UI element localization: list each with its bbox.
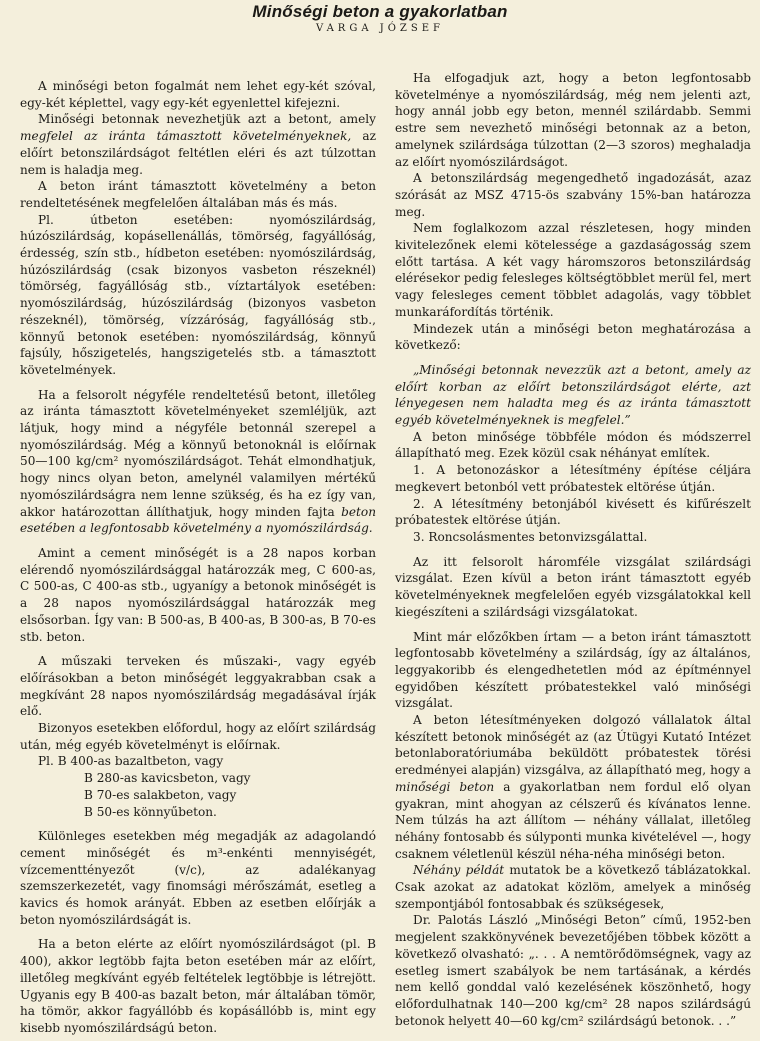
paragraph: Ha elfogadjuk azt, hogy a beton legfontosabb követelménye a nyomószilárdság, még nem jelenti azt, hogy annál jobb egy beton, mennél szilárdabb. Semmi estre sem nevezhető minőségi betonnak az a beton, amelynek szilárdsága túlzottan (2—3 szoros) meghaladja az előírt nyomószilárdságot. [395, 71, 751, 169]
paragraph [20, 387, 376, 537]
paragraph: Különleges esetekben még megadják az adagolandó cement minőségét és m³-enkénti mennyiségét, vízcementtényezőt (v/c), az adalékanyag szemszerkezetét, vagy finomsági mérőszámát, esetleg a kavics és homok arányát. Ebben az esetben előírják a beton nyomószilárdságát is. [20, 829, 376, 927]
emphasis-text: Néhány példát [413, 863, 505, 878]
paragraph: A beton iránt támasztott követelmény a beton rendeltetésének megfelelően általában más és más. [20, 179, 376, 210]
numbered-item: 1. A betonozáskor a létesítmény építése céljára megkevert betonból vett próbatestek eltörése útján. [395, 463, 751, 494]
list-intro: Pl. B 400-as bazaltbeton, vagy [38, 754, 224, 769]
paragraph-text: a gyakorlatban nem fordul elő olyan gyakran, mint ahogyan az célszerű és kívánatos lenne. Nem túlzás ha azt állítom — néhány vállalat, illetőleg néhány fontosabb és súlyponti munka kivételével —, hogy csaknem véletlenül készül néha-néha minőségi beton. [395, 779, 751, 861]
left-column [20, 70, 376, 1037]
definition-quote: „Minőségi betonnak nevezzük azt a betont, amely az előírt korban az előírt betonszilárdságot elérte, azt lényegesen nem haladta meg és az iránta támasztott egyéb követelményeknek is megfelel.” [395, 362, 751, 428]
paragraph-text: A beton létesítményeken dolgozó vállalatok által készített betonok minőségét az (az Útügyi Kutató Intézet betonlaboratóriumába beküldött próbatestek törési eredményei alapján) vizsgálva, az állapítható meg, hogy a [395, 713, 751, 778]
paragraph: Nem foglalkozom azzal részletesen, hogy minden kivitelezőnek elemi kötelessége a gazdaságosság szem előtt tartása. A két vagy háromszoros betonszilárdság elérésekor pedig felesleges költségtöbblet merül fel, mert vagy felesleges cement többlet adagolás, vagy többlet munkaráfordítás történik. [395, 221, 751, 319]
paragraph: A beton minősége többféle módon és módszerrel állapítható meg. Ezek közül csak néhányat említek. [395, 429, 751, 461]
article-author: VARGA JÓZSEF [316, 23, 444, 34]
paragraph: Bizonyos esetekben előfordul, hogy az előírt szilárdság után, még egyéb követelményt is előírnak. [20, 721, 376, 752]
paragraph: A minőségi beton fogalmát nem lehet egy-két szóval, egy-két képlettel, vagy egy-két egyenlettel kifejezni. [20, 79, 376, 110]
emphasis-text: megfelel az iránta támasztott követelményeknek, [20, 129, 352, 144]
emphasis-text: beton esetében a legfontosabb követelmény a nyomószilárdság. [20, 504, 376, 536]
paragraph: Mint már előzőkben írtam — a beton iránt támasztott legfontosabb követelmény a szilárdság, így az általános, leggyakoribb és elengedhetetlen mód az építménnyel egyidőben készített próbatestekkel való minőségi vizsgálat. [395, 629, 751, 711]
paragraph: Ha a beton elérte az előírt nyomószilárdságot (pl. B 400), akkor legtöbb fajta beton esetében már az előírt, illetőleg megkívánt egyéb feltételek legtöbbje is létrejött. Ugyanis egy B 400-as bazalt beton, már általában tömör, ha tömör, akkor fagyállóbb és kopásállóbb is, mint egy kisebb nyomószilárdságú beton. [20, 937, 376, 1035]
paragraph [20, 111, 376, 178]
paragraph-text: az előírt betonszilárdságot feltétlen eléri és azt túlzottan nem is haladja meg. [20, 129, 376, 177]
paragraph: Amint a cement minőségét is a 28 napos korban elérendő nyomószilárdsággal határozzák meg, C 600-as, C 500-as, C 400-as stb., ugyanígy a betonok minőségét is a 28 napos nyomószilárdsággal határozzák meg elsősorban. Így van: B 500-as, B 400-as, B 300-as, B 70-es stb. beton. [20, 545, 376, 644]
right-column [395, 70, 751, 1029]
paragraph [395, 712, 751, 862]
article-title: Minőségi beton a gyakorlatban [252, 2, 508, 21]
numbered-item: 3. Roncsolásmentes betonvizsgálattal. [413, 529, 648, 544]
paragraph-text: Ha a felsorolt négyféle rendeltetésű betont, illetőleg az iránta támasztott követelményeket szemléljük, azt látjuk, hogy mind a négyféle betonnál szerepel a nyomószilárdság. Még a könnyű betonoknál is előírnak 50—100 kg/cm² nyomószilárdságot. Tehát elmondhatjuk, hogy nincs olyan beton, amelynél valamilyen mértékű nyomószilárdságra nem lenne szükség, és ha ez így van, akkor határozottan állíthatjuk, hogy minden fajta [20, 387, 376, 519]
paragraph: Mindezek után a minőségi beton meghatározása a következő: [395, 321, 751, 353]
list-item: B 50-es könnyűbeton. [84, 804, 217, 819]
paragraph [395, 862, 751, 912]
paragraph: Dr. Palotás László „Minőségi Beton” című, 1952-ben megjelent szakkönyvének bevezetőjében többek között a következő olvasható: „. . . A nemtörődömségnek, vagy az esetleg ismert szabályok be nem tartásának, a kérdés nem kellő gonddal való kezelésének köszönhető, hogy előfordulhatnak 140—200 kg/cm² 28 napos szilárdságú betonok helyett 40—60 kg/cm² szilárdságú betonok. . .” [395, 913, 751, 1028]
paragraph: A betonszilárdság megengedhető ingadozását, azaz szórását az MSZ 4715-ös szabvány 15%-ban határozza meg. [395, 171, 751, 219]
paragraph: Pl. útbeton esetében: nyomószilárdság, húzószilárdság, kopásellenállás, tömörség, fagyállóság, érdesség, szín stb., hídbeton esetében: nyomószilárdság, húzószilárdság (csak bizonyos vasbeton részeknél) tömörség, fagyállóság stb., víztartályok esetében: nyomószilárdság, húzószilárdság (bizonyos vasbeton részeknél), tömörség, vízzáróság, fagyállóság stb., könnyű betonok esetében: nyomószilárdság, könnyű fajsúly, hőszigetelés, hangszigetelés stb. a támasztott követelmények. [20, 212, 376, 377]
list-item: B 280-as kavicsbeton, vagy [84, 771, 251, 786]
paragraph-text: Minőségi betonnak nevezhetjük azt a betont, amely [38, 112, 376, 127]
paragraph-text: mutatok be a következő táblázatokkal. Csak azokat az adatokat közlöm, amelyek a minőség szempontjából fontosabbak és szükségesek, [395, 863, 751, 911]
numbered-item: 2. A létesítmény betonjából kivésett és kifűrészelt próbatestek eltörése útján. [395, 496, 751, 528]
emphasis-text: minőségi beton [395, 779, 495, 794]
paragraph: Az itt felsorolt háromféle vizsgálat szilárdsági vizsgálat. Ezen kívül a beton iránt támasztott egyéb követelményeknek megfelelően egyéb vizsgálatokkal kell kiegészíteni a szilárdsági vizsgálatokat. [395, 554, 751, 619]
paragraph: A műszaki terveken és műszaki-, vagy egyéb előírásokban a beton minőségét leggyakrabban csak a megkívánt 28 napos nyomószilárdság megadásával írják elő. [20, 654, 376, 719]
list-item: B 70-es salakbeton, vagy [84, 787, 237, 802]
